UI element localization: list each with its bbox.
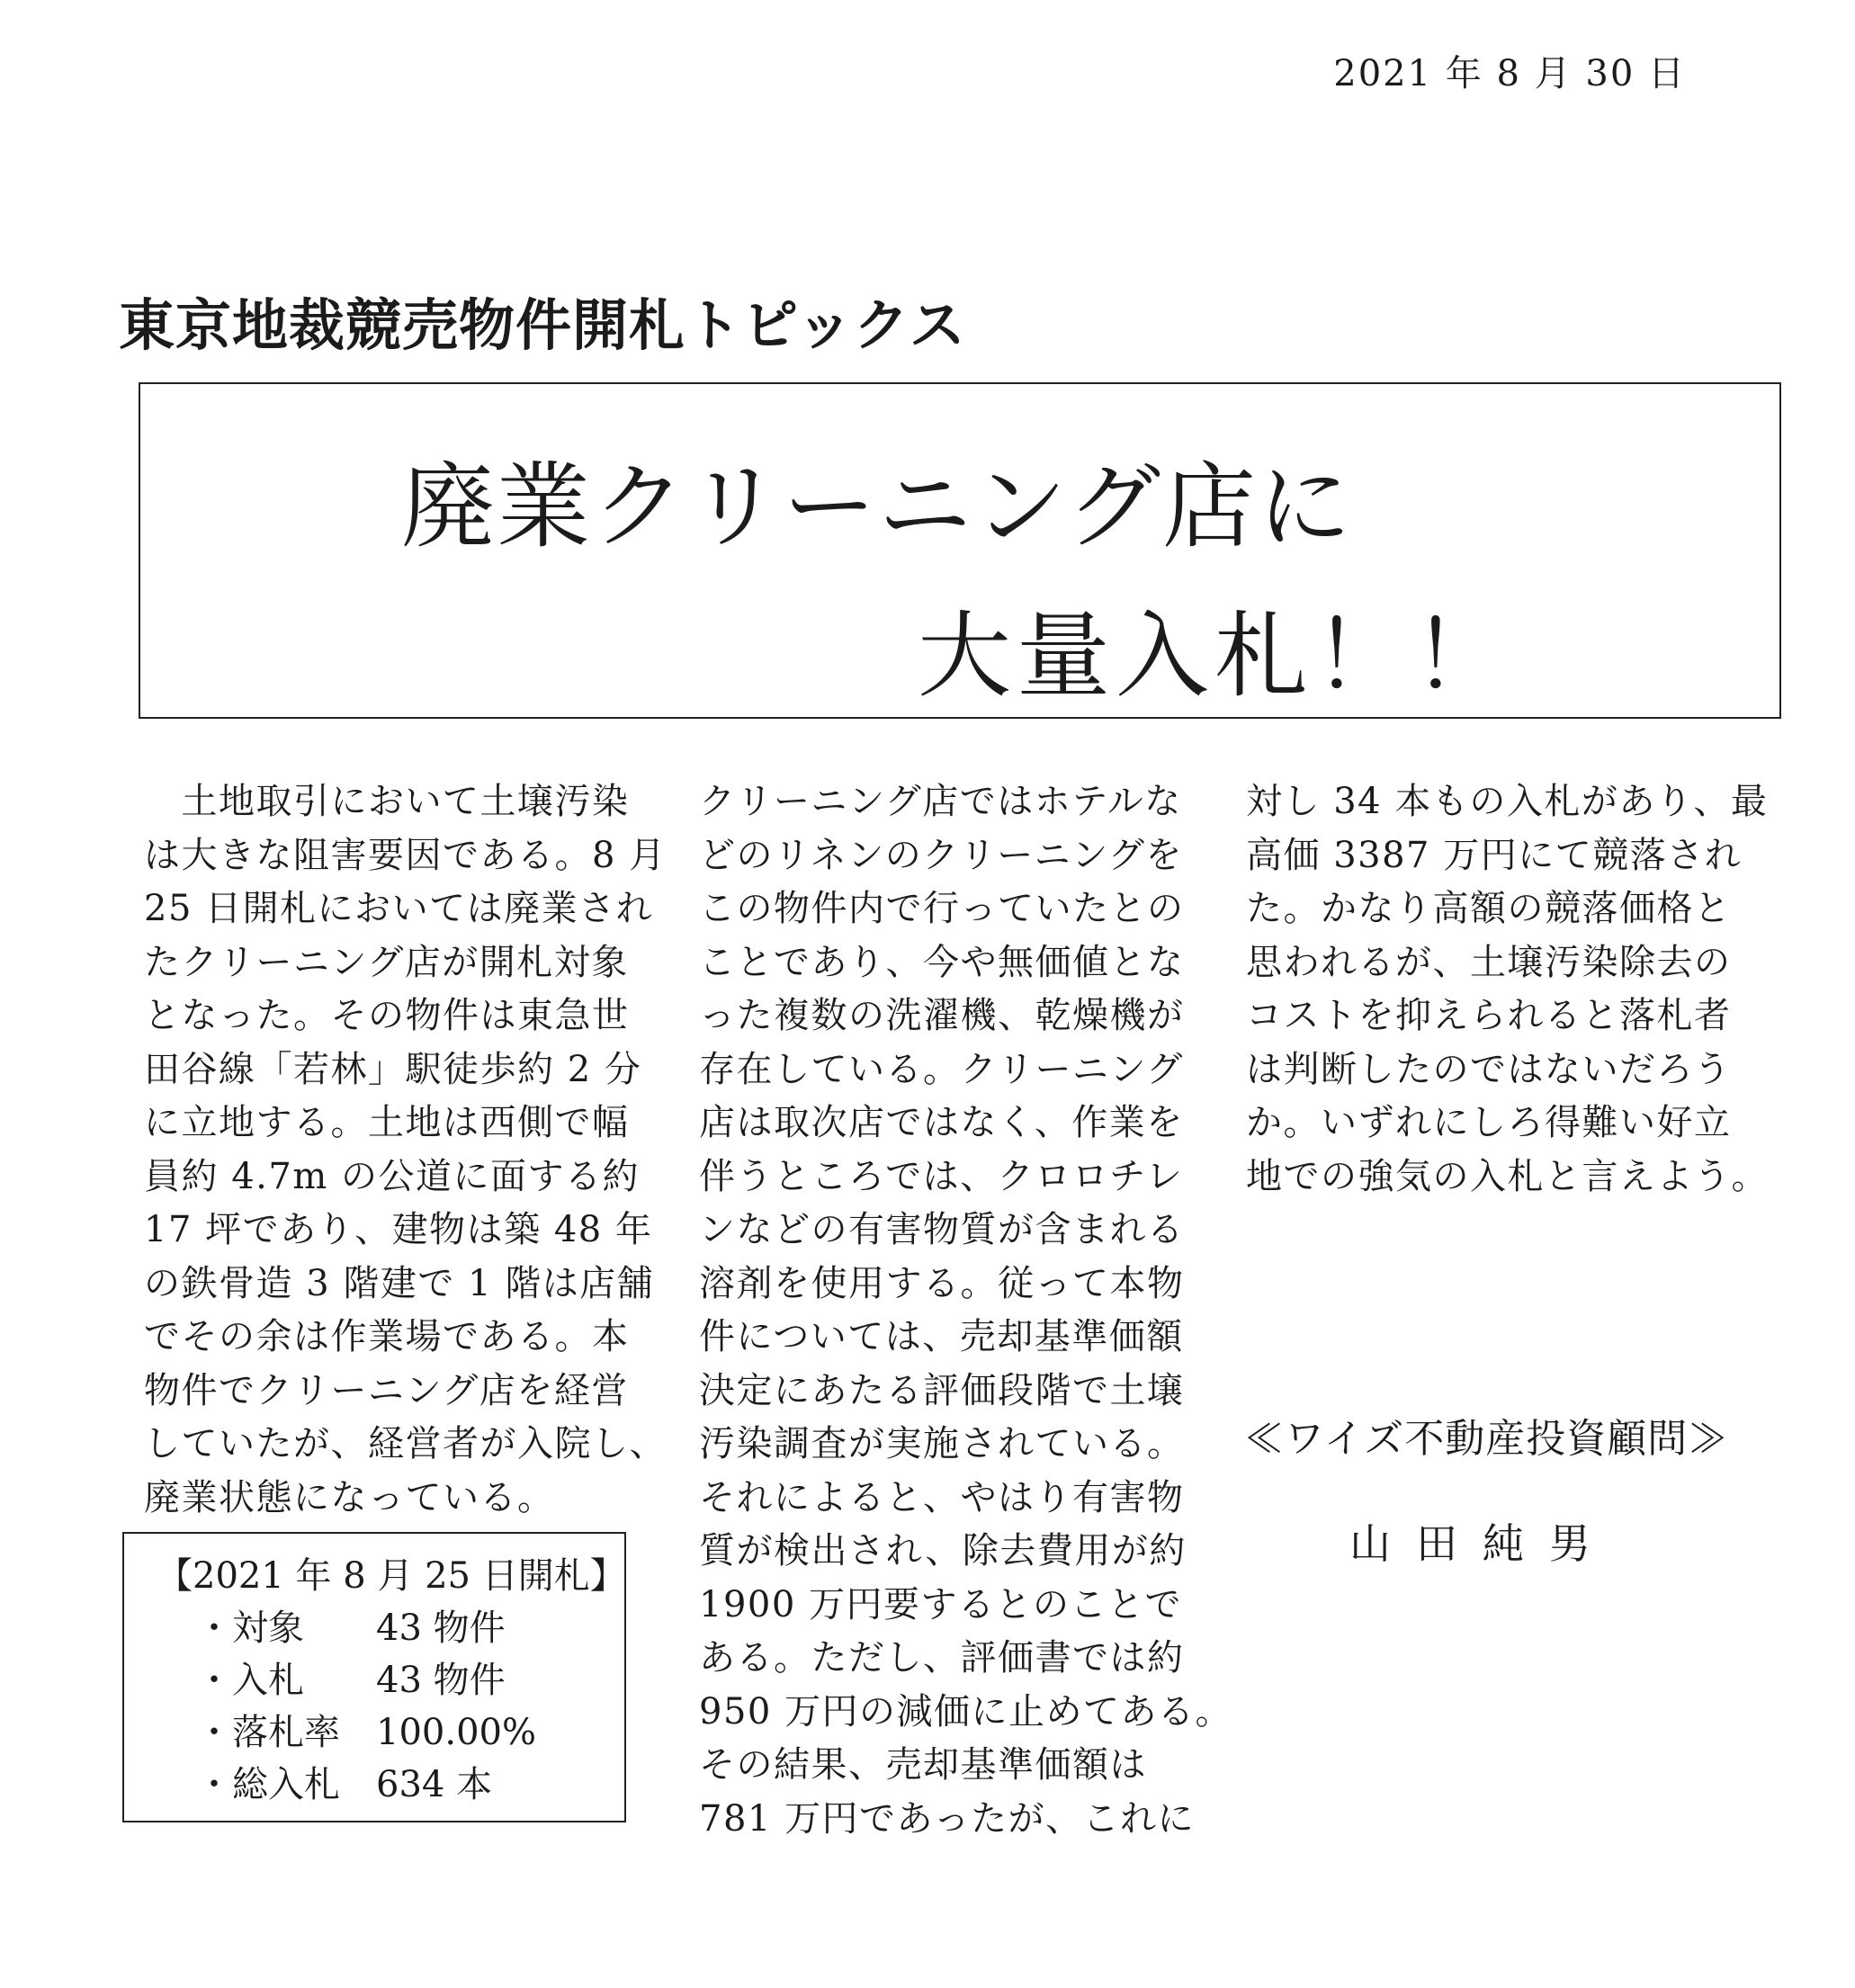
article-column-2 — [699, 775, 1232, 1846]
body-line: 17 坪であり、建物は築 48 年 — [144, 1209, 653, 1250]
results-value: 43 物件 — [376, 1660, 506, 1701]
body-line: この物件内で行っていたとの — [699, 888, 1185, 929]
body-line: していたが、経営者が入院し、 — [144, 1423, 667, 1464]
byline-company: ≪ワイズ不動産投資顧問≫ — [1244, 1416, 1729, 1462]
body-line: った複数の洗濯機、乾燥機が — [699, 995, 1185, 1036]
body-line: 汚染調査が実施されている。 — [699, 1423, 1185, 1464]
body-line: 伴うところでは、クロロチレ — [699, 1155, 1184, 1197]
body-line: は判断したのではないだろう — [1246, 1048, 1732, 1090]
results-value: 43 物件 — [376, 1607, 506, 1649]
body-line: 店は取次店ではなく、作業を — [699, 1102, 1184, 1143]
results-title: 【2021 年 8 月 25 日開札】 — [157, 1555, 626, 1597]
body-line: クリーニング店ではホテルな — [699, 781, 1182, 822]
body-line: 思われるが、土壌汚染除去の — [1246, 941, 1732, 983]
byline-author: 山田純男 — [1349, 1519, 1616, 1568]
body-line: か。いずれにしろ得難い好立 — [1246, 1102, 1732, 1143]
body-line: 950 万円の減価に止めてある。 — [699, 1690, 1233, 1733]
body-line: となった。その物件は東急世 — [144, 995, 630, 1036]
article-date: 2021 年 8 月 30 日 — [1333, 53, 1686, 94]
body-line: でその余は作業場である。本 — [144, 1316, 630, 1357]
body-line: たクリーニング店が開札対象 — [144, 941, 629, 983]
body-line: どのリネンのクリーニングを — [699, 834, 1183, 876]
results-row-rate — [196, 1706, 536, 1759]
results-row-bids — [196, 1654, 506, 1706]
body-line: 員約 4.7m の公道に面する約 — [144, 1155, 640, 1197]
body-line: に立地する。土地は西側で幅 — [144, 1102, 630, 1143]
results-row-total-bids — [196, 1759, 492, 1811]
body-line: 1900 万円要するとのことで — [699, 1583, 1183, 1625]
headline-line-2: 大量入札！！ — [918, 601, 1512, 711]
body-line: 物件でクリーニング店を経営 — [144, 1369, 629, 1411]
body-line: 25 日開札においては廃業され — [144, 888, 654, 929]
auction-results-box — [122, 1532, 626, 1822]
body-line: ンなどの有害物質が含まれる — [699, 1209, 1185, 1250]
body-line: 溶剤を使用する。従って本物 — [699, 1262, 1185, 1304]
results-row-target — [196, 1602, 506, 1654]
body-line: ことであり、今や無価値とな — [699, 941, 1185, 983]
headline-line-1: 廃業クリーニング店に — [401, 452, 1353, 561]
body-line: コストを抑えられると落札者 — [1246, 995, 1732, 1036]
results-value: 100.00% — [376, 1712, 536, 1753]
body-line: 質が検出され、除去費用が約 — [699, 1530, 1187, 1572]
body-line: 存在している。クリーニング — [699, 1048, 1184, 1090]
results-value: 634 本 — [376, 1764, 493, 1805]
body-line: その結果、売却基準価額は — [699, 1744, 1147, 1786]
body-line: 地での強気の入札と言えよう。 — [1246, 1155, 1769, 1197]
results-label: ・落札率 — [196, 1712, 340, 1753]
body-line: 廃業状態になっている。 — [144, 1476, 555, 1518]
body-line: 田谷線「若林」駅徒歩約 2 分 — [144, 1048, 642, 1090]
body-line: の鉄骨造 3 階建で 1 階は店舗 — [144, 1262, 655, 1304]
body-line: ある。ただし、評価書では約 — [699, 1637, 1185, 1679]
body-line: 土地取引において土壌汚染 — [144, 781, 630, 822]
body-line: 決定にあたる評価段階で土壌 — [699, 1369, 1185, 1411]
body-line: は大きな阻害要因である。8 月 — [144, 834, 667, 876]
body-line: 高価 3387 万円にて競落され — [1246, 834, 1743, 876]
article-column-3 — [1246, 775, 1769, 1204]
body-line: 対し 34 本もの入札があり、最 — [1246, 781, 1769, 822]
headline-box — [139, 382, 1781, 719]
article-column-1 — [144, 775, 667, 1525]
body-line: た。かなり高額の競落価格と — [1246, 888, 1732, 929]
body-line: 781 万円であったが、これに — [699, 1797, 1196, 1840]
results-label: ・総入札 — [196, 1764, 340, 1805]
body-line: それによると、やはり有害物 — [699, 1476, 1185, 1518]
results-label: ・対象 — [196, 1607, 304, 1649]
body-line: 件については、売却基準価額 — [699, 1316, 1184, 1357]
results-label: ・入札 — [196, 1660, 304, 1701]
section-kicker: 東京地裁競売物件開札トピックス — [119, 292, 966, 358]
